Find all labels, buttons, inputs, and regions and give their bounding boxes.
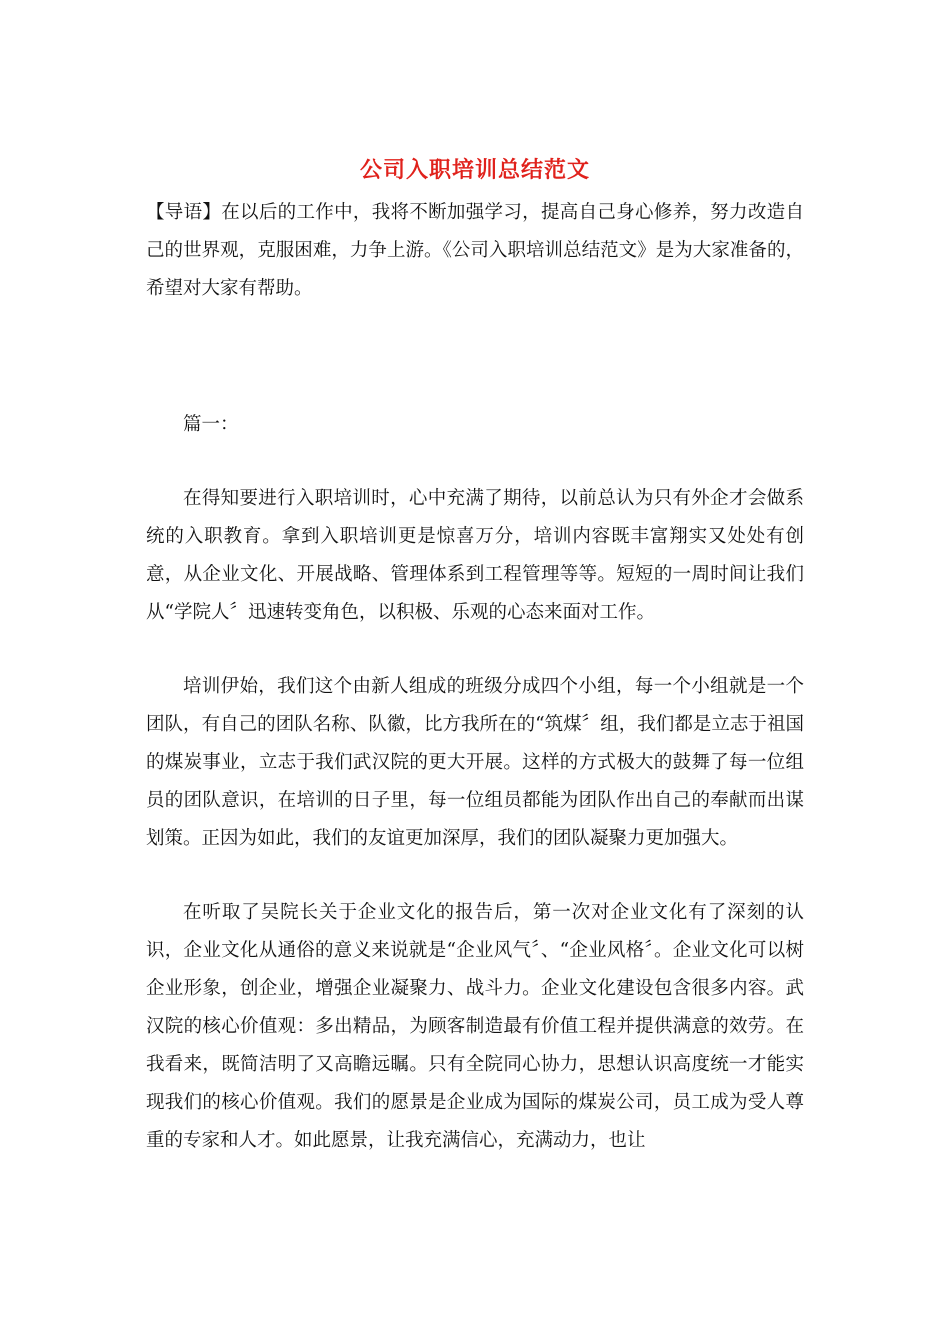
section-label: 篇一： <box>183 414 239 435</box>
intro-paragraph: 【导语】在以后的工作中，我将不断加强学习，提高自己身心修养，努力改造自己的世界观，克服困难，力争上游。《公司入职培训总结范文》是为大家准备的，希望对大家有帮助。 <box>146 202 804 299</box>
body-paragraph-2: 培训伊始，我们这个由新人组成的班级分成四个小组，每一个小组就是一个团队，有自己的团队名称、队徽，比方我所在的“筑煤〞组，我们都是立志于祖国的煤炭事业，立志于我们武汉院的更大开展。这样的方式极大的鼓舞了每一位组员的团队意识，在培训的日子里，每一位组员都能为团队作出自己的奉献而出谋划策。正因为如此，我们的友谊更加深厚，我们的团队凝聚力更加强大。 <box>146 676 804 849</box>
document-page <box>146 150 804 1160</box>
body-paragraph-1: 在得知要进行入职培训时，心中充满了期待，以前总认为只有外企才会做系统的入职教育。拿到入职培训更是惊喜万分，培训内容既丰富翔实又处处有创意，从企业文化、开展战略、管理体系到工程管理等等。短短的一周时间让我们从“学院人〞迅速转变角色，以积极、乐观的心态来面对工作。 <box>146 488 804 623</box>
document-title: 公司入职培训总结范文 <box>359 157 590 183</box>
body-paragraph-3: 在听取了吴院长关于企业文化的报告后，第一次对企业文化有了深刻的认识，企业文化从通俗的意义来说就是“企业风气〞、“企业风格〞。企业文化可以树企业形象，创企业，增强企业凝聚力、战斗力。企业文化建设包含很多内容。武汉院的核心价值观：多出精品，为顾客制造最有价值工程并提供满意的效劳。在我看来，既简洁明了又高瞻远瞩。只有全院同心协力，思想认识高度统一才能实现我们的核心价值观。我们的愿景是企业成为国际的煤炭公司，员工成为受人尊重的专家和人才。如此愿景，让我充满信心，充满动力，也让 <box>146 902 804 1151</box>
